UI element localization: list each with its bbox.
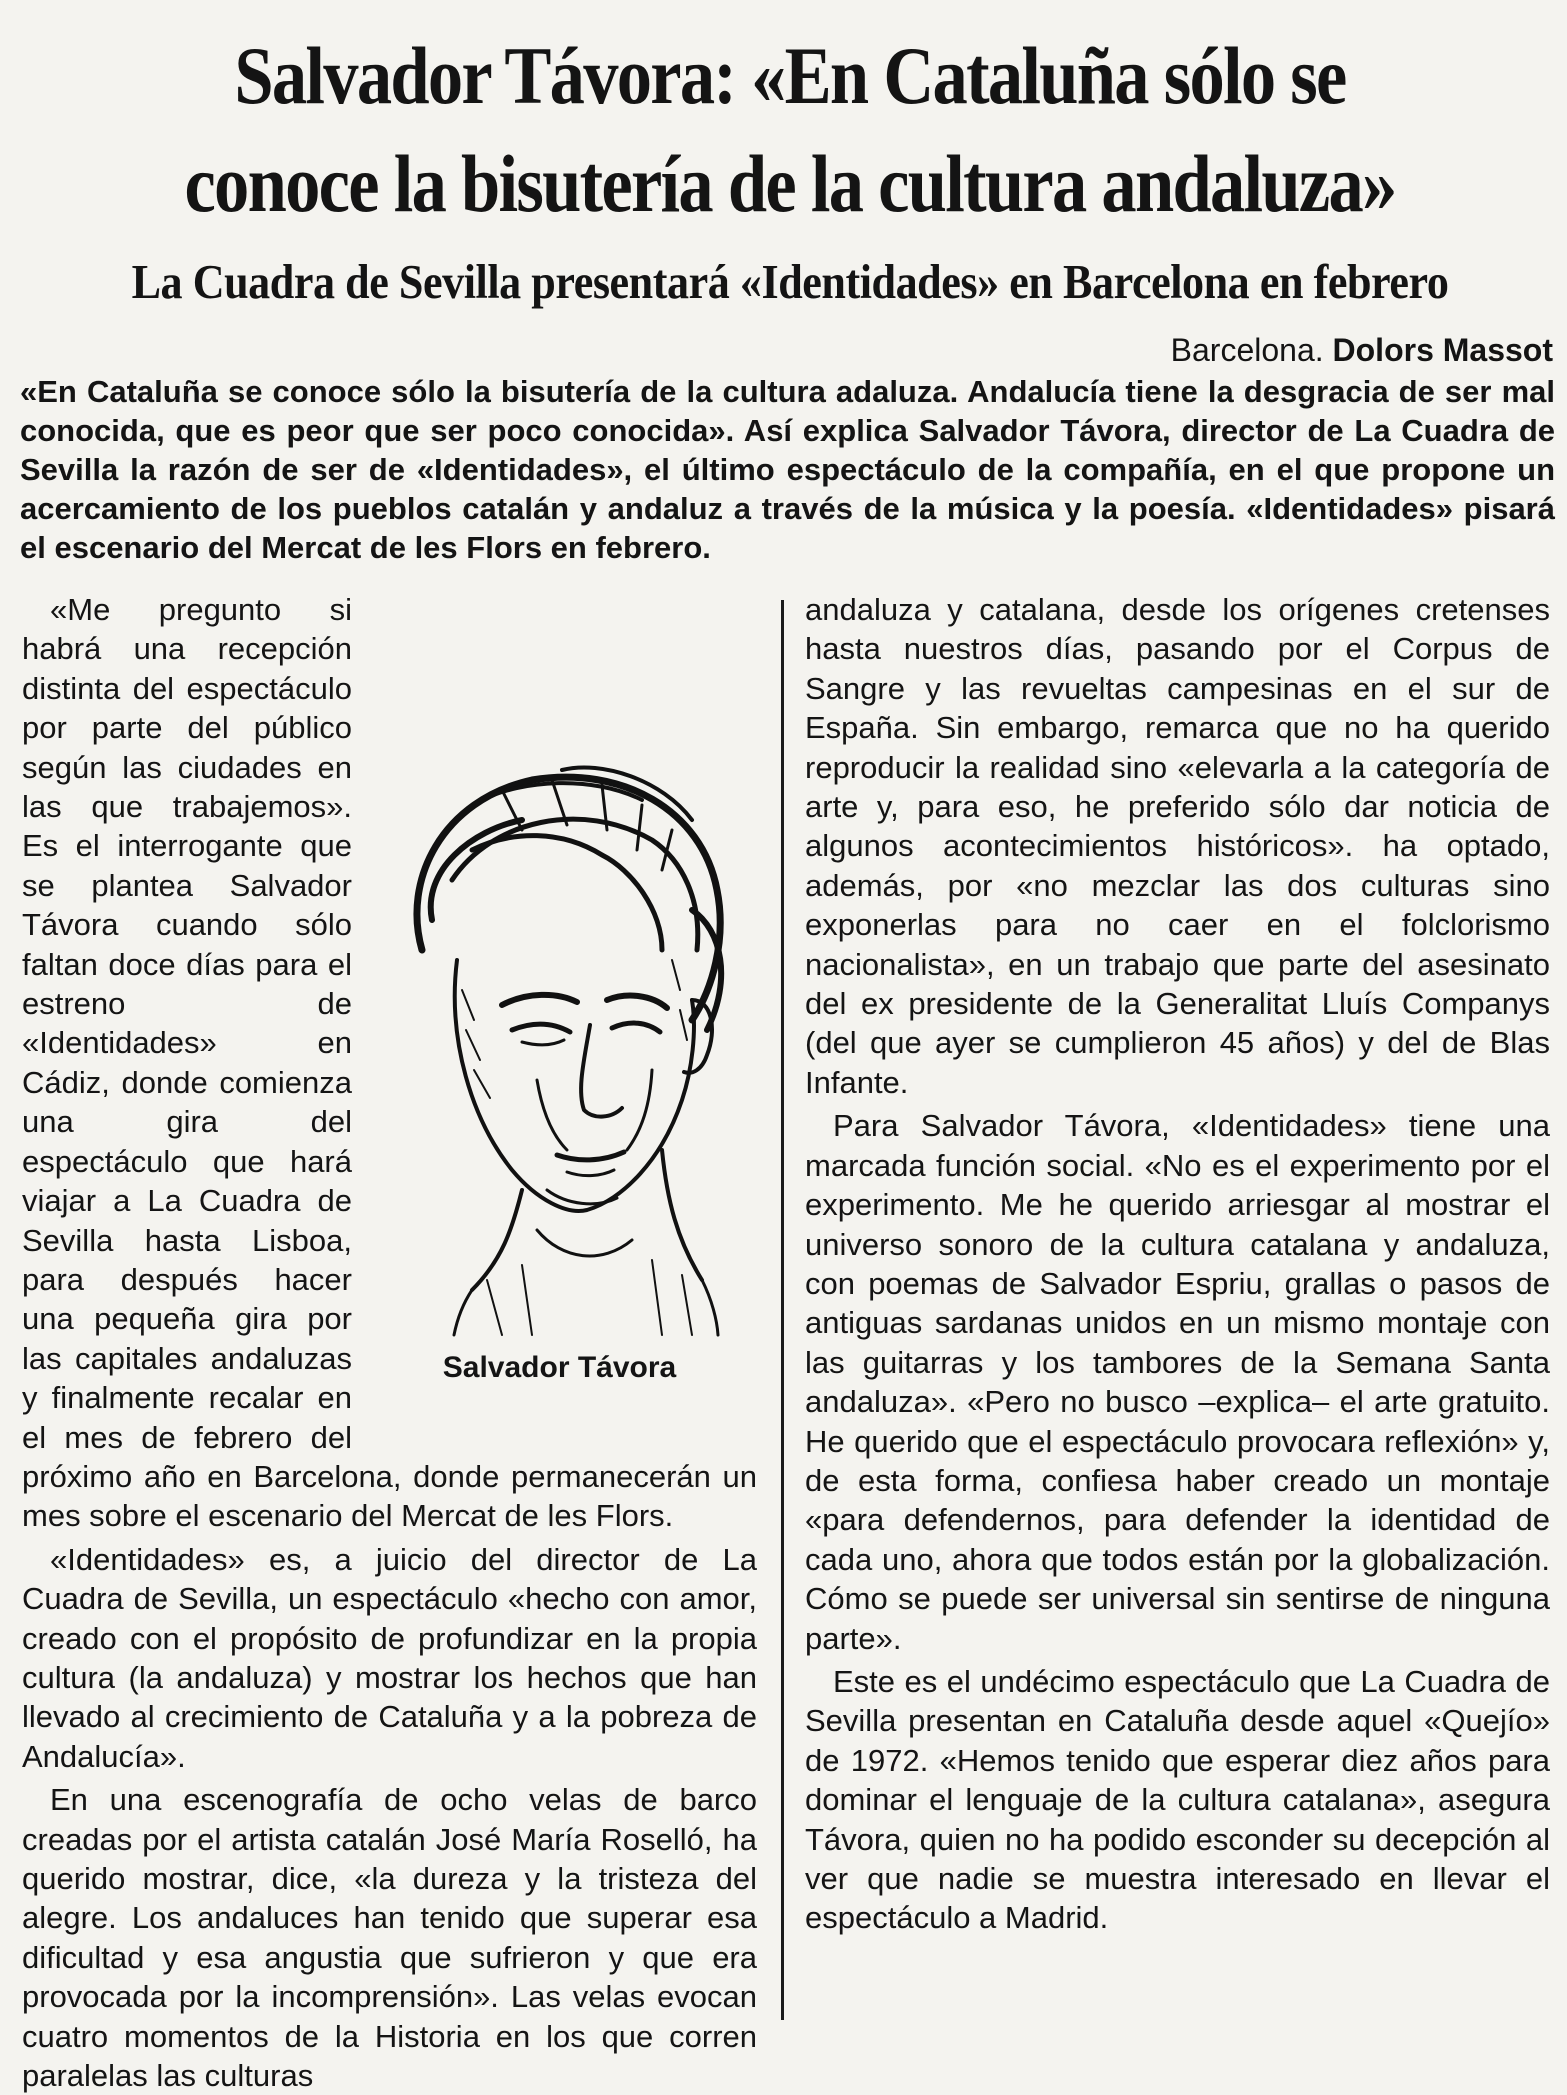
byline-author: Dolors Massot — [1332, 332, 1553, 368]
left-paragraph-1: «Me pregunto si habrá una recepción distinta del espectáculo por parte del público según las ciudades en las que trabajemos». Es el interrogante que se plantea Salvador Távora cuando sólo faltan doce días para el estreno de «Identidades» en Cádiz, donde comienza una gira del espectáculo que hará viajar a La Cuadra de Sevilla hasta Lisboa, para después hacer una pequeña gira por las capitales andaluzas y finalmente recalar en el mes de febrero del próximo año en Barcelona, donde permanecerán un mes sobre el escenario del Mercat de les Flors. — [22, 592, 757, 1534]
portrait-sketch-icon — [362, 760, 757, 1340]
left-paragraph-2: «Identidades» es, a juicio del director de La Cuadra de Sevilla, un espectáculo «hecho con amor, creado con el propósito de profundizar en la propia cultura (la andaluza) y mostrar los hechos que han llevado al crecimiento de Cataluña y a la pobreza de Andalucía». — [22, 1541, 757, 1774]
column-divider — [781, 600, 784, 2020]
right-column — [805, 590, 1550, 1938]
right-paragraph-3: Este es el undécimo espectáculo que La Cuadra de Sevilla presentan en Cataluña desde aquel «Quejío» de 1972. «Hemos tenido que esperar diez años para dominar el lenguaje de la cultura catalana», asegura Távora, quien no ha podido esconder su decepción al ver que nadie se muestra interesado en llevar el espectáculo a Madrid. — [805, 1663, 1550, 1936]
portrait-caption: Salvador Távora — [442, 1351, 677, 1384]
portrait-figure — [362, 590, 757, 1420]
byline — [1171, 330, 1553, 370]
byline-place: Barcelona. — [1170, 332, 1324, 368]
right-paragraph-1: andaluza y catalana, desde los orígenes cretenses hasta nuestros días, pasando por el Corpus de Sangre y las revueltas campesinas en el sur de España. Sin embargo, remarca que no ha querido reproducir la realidad sino «elevarla a la categoría de arte y, para eso, he preferido sólo dar noticia de algunos acontecimientos históricos». ha optado, además, por «no mezclar las dos culturas sino exponerlas para no caer en el folclorismo nacionalista», en un trabajo que parte del asesinato del ex presidente de la Generalitat Lluís Companys (del que ayer se cumplieron 45 años) y del de Blas Infante. — [805, 592, 1550, 1100]
left-column — [22, 590, 757, 2095]
left-paragraph-3: En una escenografía de ocho velas de barco creadas por el artista catalán José María Roselló, ha querido mostrar, dice, «la dureza y la tristeza del alegre. Los andaluces han tenido que superar esa dificultad y esa angustia que sufrieron y que era provocada por la incomprensión». Las velas evocan cuatro momentos de la Historia en los que corren paralelas las culturas — [22, 1782, 757, 2094]
subheadline: La Cuadra de Sevilla presentará «Identidades» en Barcelona en febrero — [131, 254, 1449, 309]
right-paragraph-2: Para Salvador Távora, «Identidades» tiene una marcada función social. «No es el experimento por el experimento. Me he querido arriesgar al mostrar el universo sonoro de la cultura catalana y andaluza, con poemas de Salvador Espriu, grallas o pasos de antiguas sardanas unidos en un mismo montaje con las guitarras y los tambores de la Semana Santa andaluza». «Pero no busco –explica– el arte gratuito. He querido que el espectáculo provocara reflexión» y, de esta forma, confiesa haber creado un montaje «para defendernos, para defender la identidad de cada uno, ahora que todos están por la globalización. Cómo se puede ser universal sin sentirse de ninguna parte». — [805, 1108, 1550, 1656]
headline: Salvador Távora: «En Cataluña sólo se conoce la bisutería de la cultura andaluza» — [184, 30, 1396, 229]
lead-paragraph: «En Cataluña se conoce sólo la bisutería de la cultura adaluza. Andalucía tiene la desgracia de ser mal conocida, que es peor que ser poco conocida». Así explica Salvador Távora, director de La Cuadra de Sevilla la razón de ser de «Identidades», el último espectáculo de la compañía, en el que propone un acercamiento de los pueblos catalán y andaluz a través de la música y la poesía. «Identidades» pisará el escenario del Mercat de les Flors en febrero. — [20, 374, 1555, 565]
